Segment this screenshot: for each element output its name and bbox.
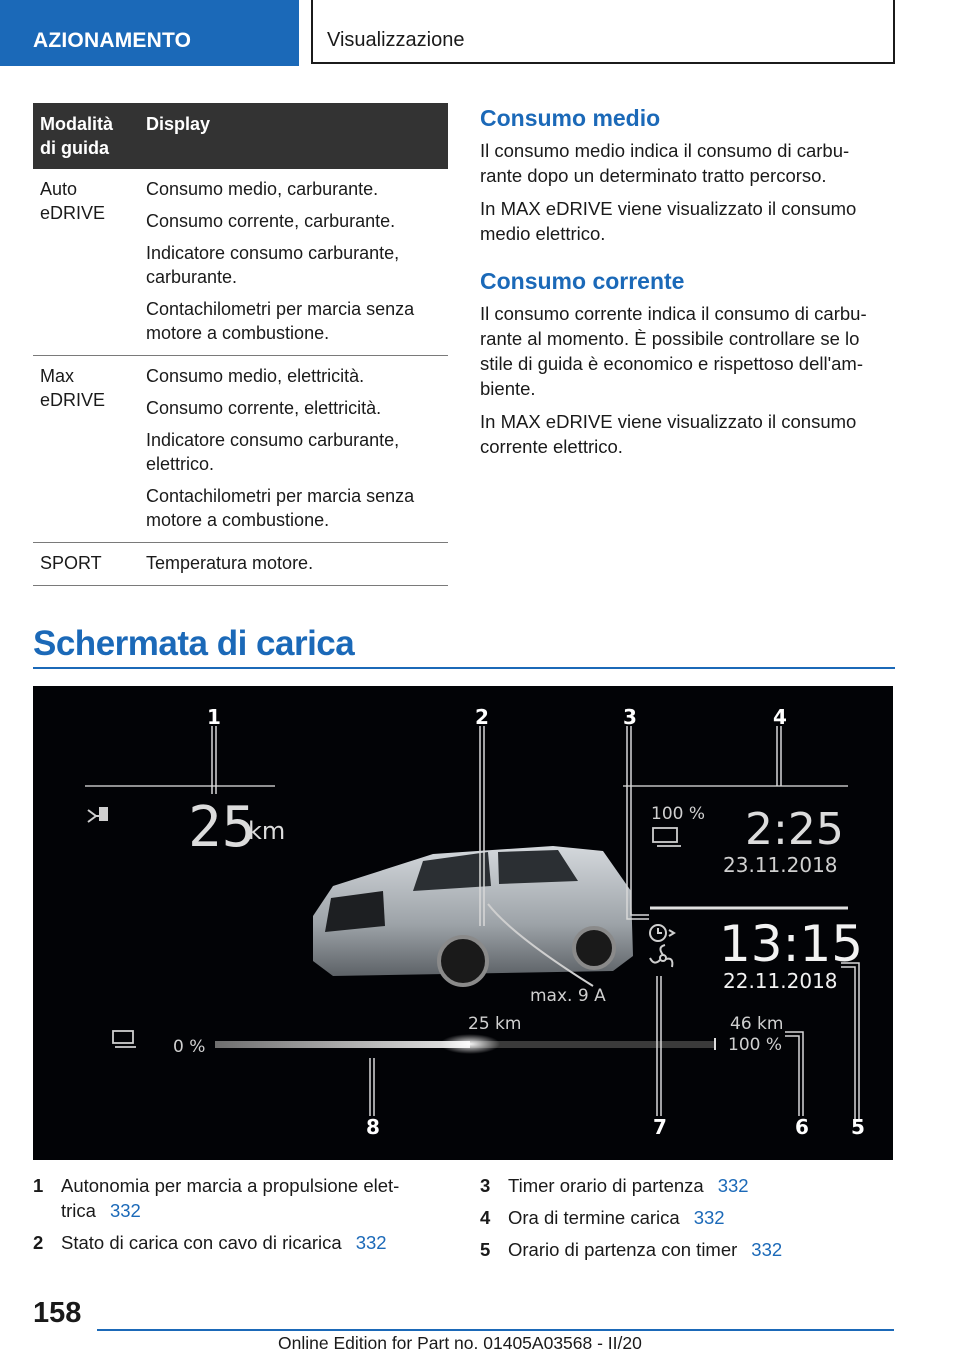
charge-bar-fill xyxy=(215,1041,470,1048)
callout-8: 8 xyxy=(366,1115,380,1139)
page-ref-link[interactable]: 332 xyxy=(717,1175,749,1196)
departure-timer-icon xyxy=(650,925,674,941)
legend-item xyxy=(480,1237,890,1262)
mode-auto-edrive: Auto eDRIVE xyxy=(33,169,139,356)
section-divider xyxy=(33,667,895,669)
callout-2: 2 xyxy=(475,705,489,729)
legend-item xyxy=(480,1173,890,1198)
legend-text: Ora di termine carica xyxy=(508,1207,680,1228)
section-title: Schermata di carica xyxy=(33,624,355,663)
display-item: Indicatore consumo carburante, elettrico. xyxy=(146,430,400,474)
display-item: Temperatura motore. xyxy=(146,553,314,573)
footer-edition-text: Online Edition for Part no. 01405A03568 - II/20 xyxy=(278,1333,642,1353)
legend-text: Orario di partenza con timer xyxy=(508,1239,738,1260)
plug-icon xyxy=(88,807,108,822)
page-ref-link[interactable]: 332 xyxy=(355,1232,387,1253)
battery-small-icon xyxy=(113,1031,136,1047)
callout-1: 1 xyxy=(207,705,221,729)
consumo-corrente-paragraph: In MAX eDRIVE viene visualizzato il consumo corrente elettrico. xyxy=(480,411,857,457)
mode-max-edrive: Max eDRIVE xyxy=(33,356,139,543)
callout-6: 6 xyxy=(795,1115,809,1139)
legend-number: 4 xyxy=(480,1207,491,1228)
page-ref-link[interactable]: 332 xyxy=(751,1239,783,1260)
display-cell xyxy=(139,169,448,356)
car-image xyxy=(313,846,633,986)
table-header-row xyxy=(33,103,448,169)
header-mode: Modalità di guida xyxy=(33,103,139,169)
display-item: Consumo medio, elettricità. xyxy=(146,366,365,386)
legend-item xyxy=(33,1230,443,1255)
chapter-tab: AZIONAMENTO xyxy=(0,0,299,66)
charging-screen-drawing xyxy=(33,686,893,1160)
driving-modes-table xyxy=(33,103,448,586)
legend-number: 1 xyxy=(33,1175,44,1196)
callout-7: 7 xyxy=(653,1115,667,1139)
page-ref-link[interactable]: 332 xyxy=(109,1200,141,1221)
table-row xyxy=(33,356,448,543)
departure-time: 13:15 xyxy=(719,915,864,973)
display-item: Consumo corrente, carburante. xyxy=(146,211,396,231)
max-current-label: max. 9 A xyxy=(530,986,606,1006)
departure-date: 22.11.2018 xyxy=(723,969,838,993)
bar-target-km: 46 km xyxy=(730,1014,784,1034)
page-ref-link[interactable]: 332 xyxy=(693,1207,725,1228)
legend-left xyxy=(33,1173,443,1262)
bar-current-km: 25 km xyxy=(468,1014,522,1034)
bar-min-label: 0 % xyxy=(173,1037,206,1057)
callout-5: 5 xyxy=(851,1115,865,1139)
display-item: Consumo medio, carburante. xyxy=(146,179,379,199)
right-column xyxy=(480,103,890,467)
consumo-medio-paragraph: In MAX eDRIVE viene visualizzato il consumo medio elettrico. xyxy=(480,198,857,244)
consumo-medio-paragraph: Il consumo medio indica il consumo di carbu- rante dopo un determinato tratto percorso. xyxy=(480,140,850,186)
display-item: Contachilometri per marcia senza motore a combustione. xyxy=(146,299,415,343)
footer-divider xyxy=(97,1329,894,1331)
table-row xyxy=(33,543,448,586)
range-value: 25 xyxy=(188,795,256,860)
display-item: Indicatore consumo carburante, carburante. xyxy=(146,243,400,287)
legend-number: 3 xyxy=(480,1175,491,1196)
bar-target-pct: 100 % xyxy=(728,1035,783,1055)
battery-icon xyxy=(653,828,681,846)
callout-3: 3 xyxy=(623,705,637,729)
charge-end-date: 23.11.2018 xyxy=(723,853,838,877)
header-display: Display xyxy=(139,103,448,169)
charge-end-time: 2:25 xyxy=(745,804,844,855)
legend-item xyxy=(33,1173,443,1223)
charge-bar-glow xyxy=(440,1034,500,1054)
legend-number: 2 xyxy=(33,1232,44,1253)
display-item: Contachilometri per marcia senza motore a combustione. xyxy=(146,486,415,530)
legend-text: Timer orario di partenza xyxy=(508,1175,704,1196)
consumo-medio-heading: Consumo medio xyxy=(480,105,661,131)
legend-right xyxy=(480,1173,890,1269)
legend-text: Stato di carica con cavo di ricarica xyxy=(61,1232,342,1253)
range-unit: km xyxy=(248,817,286,845)
legend-item xyxy=(480,1205,890,1230)
table-row xyxy=(33,169,448,356)
page-number: 158 xyxy=(33,1297,82,1329)
consumo-corrente-paragraph: Il consumo corrente indica il consumo di carbu- rante al momento. È possibile controllare se lo stile di guida è economico e rispettoso dell'am- biente. xyxy=(480,303,867,399)
legend-number: 5 xyxy=(480,1239,491,1260)
display-item: Consumo corrente, elettricità. xyxy=(146,398,382,418)
legend-text: Autonomia per marcia a propulsione elet- trica xyxy=(61,1175,400,1221)
charging-screen-image xyxy=(33,686,893,1160)
battery-full-label: 100 % xyxy=(651,804,706,824)
display-cell xyxy=(139,543,448,586)
consumo-corrente-heading: Consumo corrente xyxy=(480,268,685,294)
mode-sport: SPORT xyxy=(33,543,139,586)
callout-4: 4 xyxy=(773,705,787,729)
display-cell xyxy=(139,356,448,543)
subsection-title: Visualizzazione xyxy=(311,0,895,64)
fan-icon xyxy=(650,945,672,967)
